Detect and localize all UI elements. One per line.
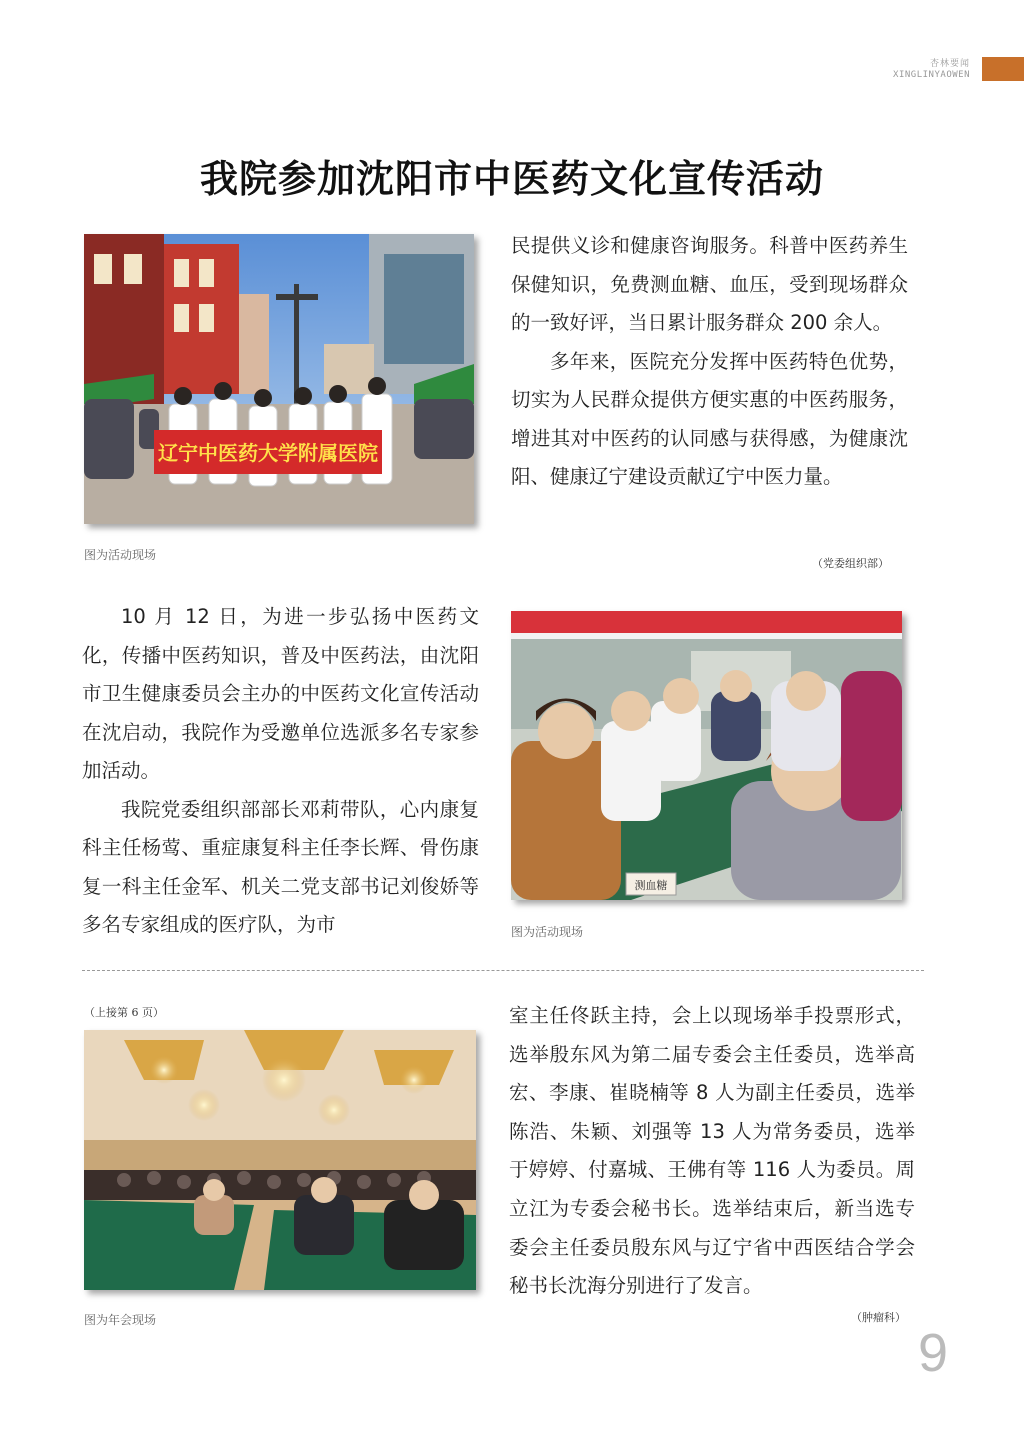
article-divider bbox=[82, 970, 924, 971]
photo-1-caption: 图为活动现场 bbox=[84, 548, 157, 562]
banner-text: 辽宁中医药大学附属医院 bbox=[158, 441, 378, 465]
article-1-signature: （党委组织部） bbox=[812, 557, 889, 570]
meeting-photo-image bbox=[84, 1030, 476, 1290]
page-number: 9 bbox=[918, 1323, 949, 1383]
paragraph: 室主任佟跃主持，会上以现场举手投票形式，选举殷东风为第二届专委会主任委员，选举高宏、李康、崔晓楠等 8 人为副主任委员，选举陈浩、朱颖、刘强等 13 人为常务委员，选举于婷婷、付嘉城、王佛有等 116 人为委员。周立江为专委会秘书长。选举结束后，新当选专委会主任委员殷东风与辽宁省中西医结合学会秘书长沈海分别进行了发言。 bbox=[509, 1004, 915, 1298]
photo-2-caption: 图为活动现场 bbox=[511, 925, 584, 939]
photo-3-caption: 图为年会现场 bbox=[84, 1313, 157, 1327]
paragraph: 多年来，医院充分发挥中医药特色优势，切实为人民群众提供方便实惠的中医药服务，增进其对中医药的认同感与获得感，为健康沈阳、健康辽宁建设贡献辽宁中医力量。 bbox=[511, 349, 908, 488]
continued-from-note: （上接第 6 页） bbox=[84, 1006, 164, 1019]
article-1-left-column bbox=[82, 598, 479, 945]
event-photo-1 bbox=[84, 234, 474, 524]
article-2-text bbox=[509, 997, 915, 1306]
paragraph: 民提供义诊和健康咨询服务。科普中医药养生保健知识，免费测血糖、血压，受到现场群众的一致好评，当日累计服务群众 200 余人。 bbox=[511, 234, 908, 334]
meeting-photo bbox=[84, 1030, 476, 1290]
article-2-signature: （肿瘤科） bbox=[851, 1311, 906, 1324]
section-accent-bar bbox=[982, 57, 1024, 81]
paragraph: 10 月 12 日，为进一步弘扬中医药文化，传播中医药知识，普及中医药法，由沈阳市卫生健康委员会主办的中医药文化宣传活动在沈启动，我院作为受邀单位选派多名专家参加活动。 bbox=[82, 605, 479, 782]
article-1-right-column bbox=[511, 227, 908, 497]
event-photo-2-image bbox=[511, 611, 902, 900]
section-name: 杏林要闻 bbox=[929, 59, 970, 69]
paragraph: 我院党委组织部部长邓莉带队，心内康复科主任杨莺、重症康复科主任李长辉、骨伤康复一科主任金军、机关二党支部书记刘俊娇等多名专家组成的医疗队，为市 bbox=[82, 797, 479, 936]
table-sign-text: 测血糖 bbox=[634, 879, 668, 892]
article-title: 我院参加沈阳市中医药文化宣传活动 bbox=[199, 156, 824, 201]
section-name-pinyin: XINGLINYAOWEN bbox=[893, 70, 970, 80]
event-photo-2 bbox=[511, 611, 902, 900]
event-photo-1-image bbox=[84, 234, 474, 524]
